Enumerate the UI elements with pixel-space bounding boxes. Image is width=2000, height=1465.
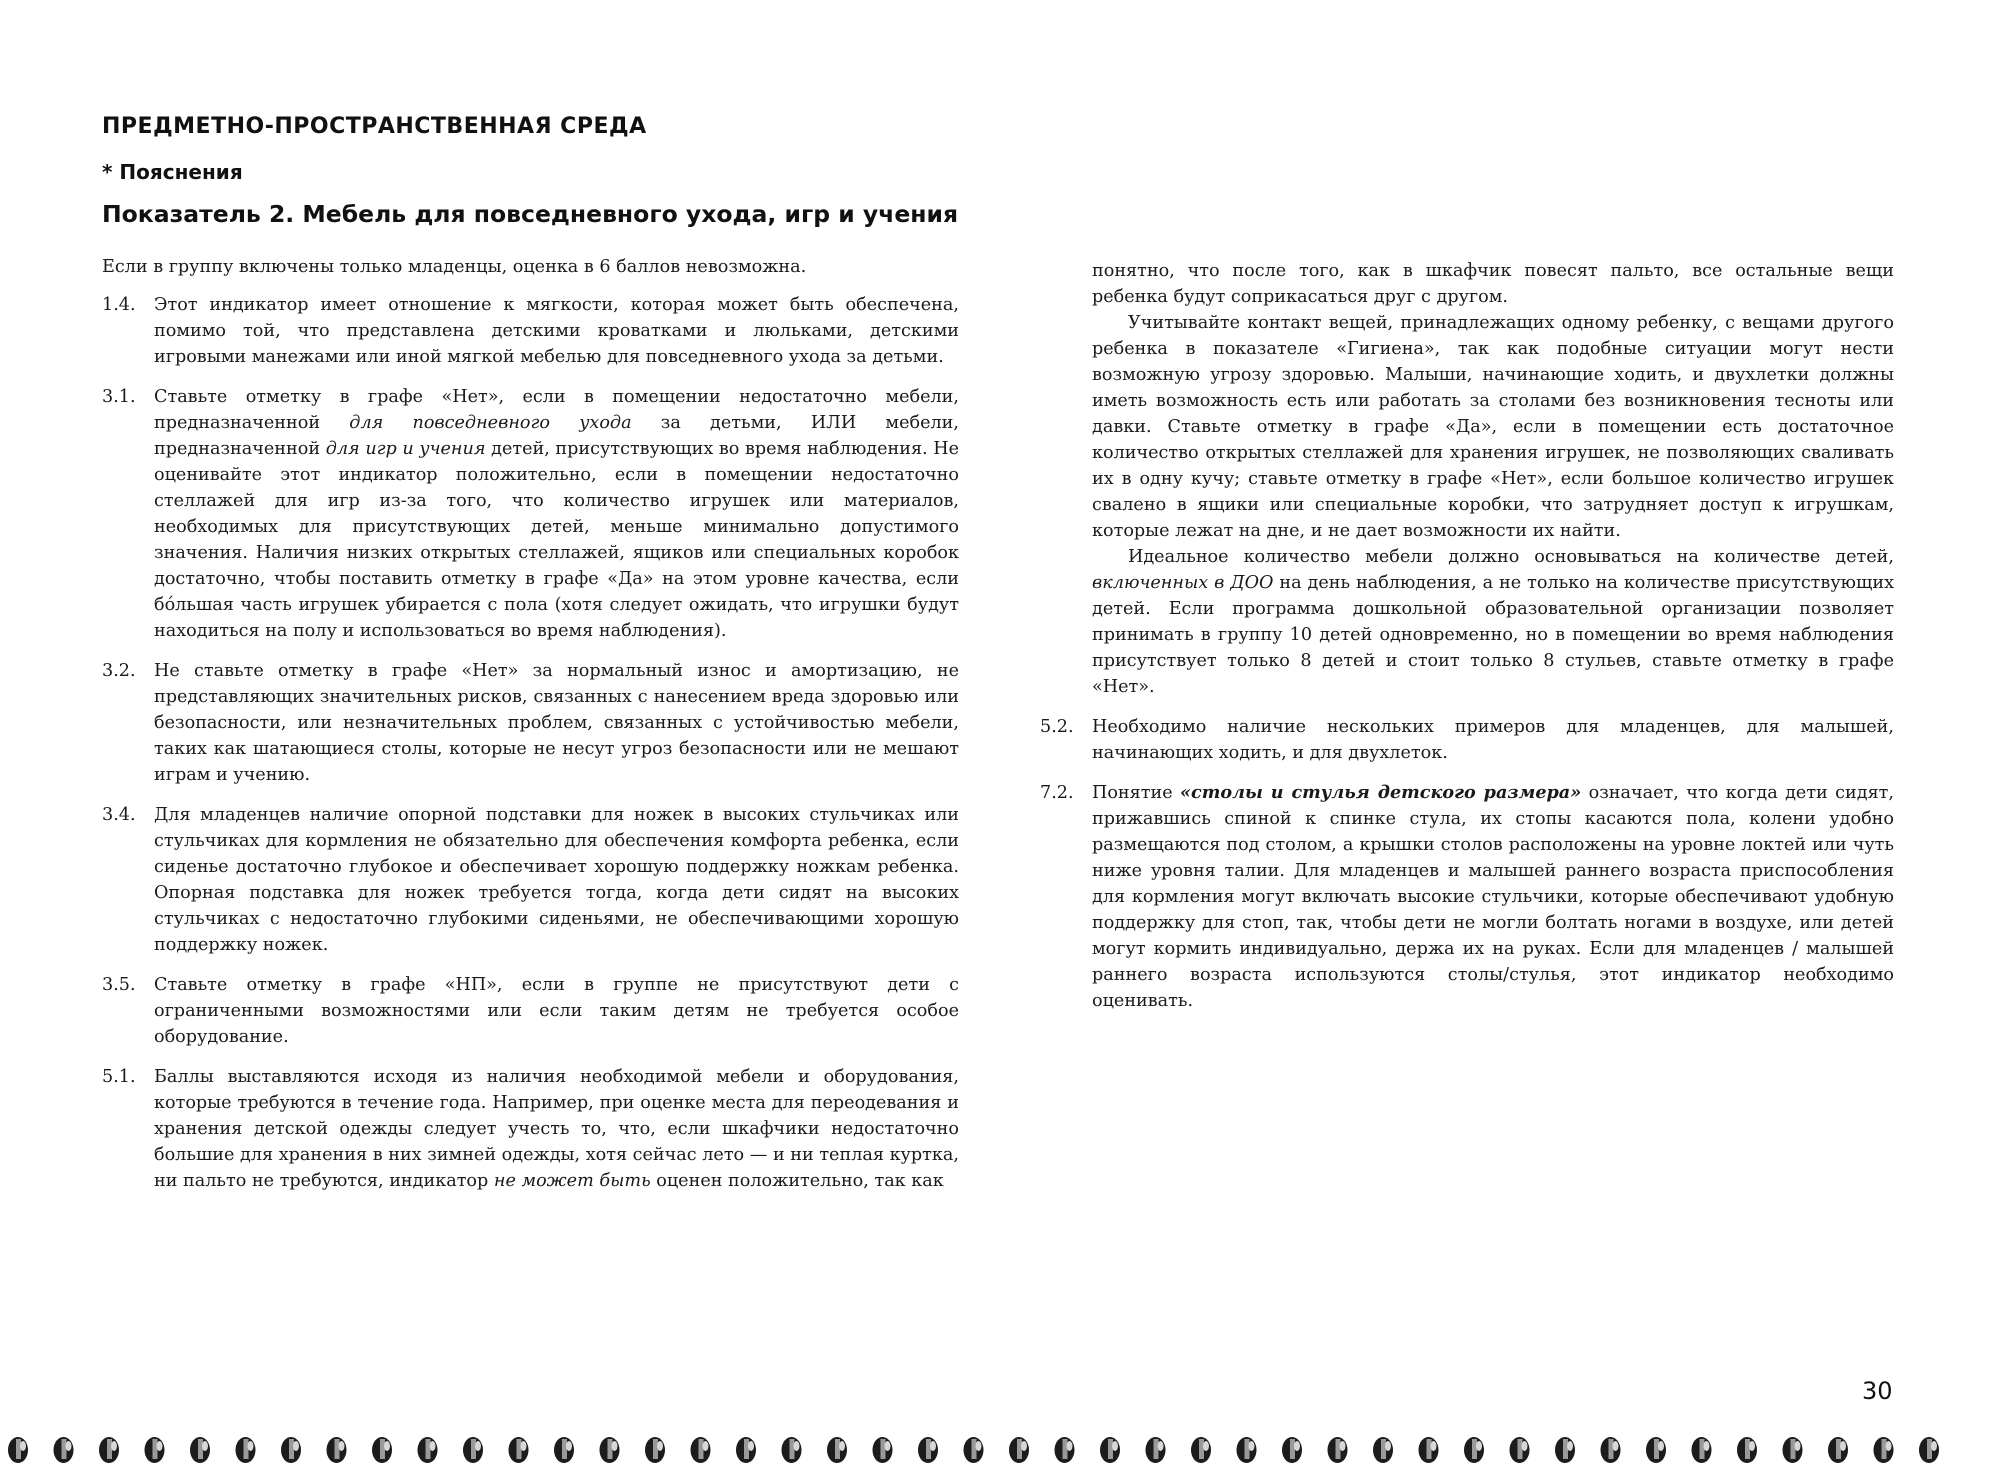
binding-ring (1828, 1437, 1848, 1463)
note-text: Ставьте отметку в графе «НП», если в группе не присутствуют дети с ограниченными возможностями или если таким детям не требуется особое оборудование. (154, 975, 959, 1047)
note-number: 1.4. (102, 295, 136, 315)
note-number: 7.2. (1040, 783, 1074, 803)
intro-paragraph: Если в группу включены только младенцы, оценка в 6 баллов невозможна. (102, 257, 807, 277)
binding-ring (418, 1437, 438, 1463)
spiral-binding (0, 1435, 2000, 1465)
note-5-1-continuation (1092, 258, 1894, 700)
binding-ring (918, 1437, 938, 1463)
note-text-part: Понятие (1092, 783, 1181, 803)
note-emphasis: для повседневного ухода (349, 413, 632, 433)
note-item-3-1 (102, 384, 959, 644)
binding-ring (782, 1437, 802, 1463)
note-item-1-4 (102, 292, 959, 370)
page-number: 30 (1862, 1377, 1893, 1405)
binding-ring (281, 1437, 301, 1463)
binding-ring (1510, 1437, 1530, 1463)
binding-ring (964, 1437, 984, 1463)
note-text-part: Ставьте отметку в графе «Нет», если в помещении недостаточно мебели, предназначенной (154, 387, 959, 433)
left-column (102, 254, 959, 1208)
section-title: ПРЕДМЕТНО-ПРОСТРАНСТВЕННАЯ СРЕДА (102, 114, 647, 139)
note-text: Не ставьте отметку в графе «Нет» за нормальный износ и амортизацию, не представляющих значительных рисков, связанных с нанесением вреда здоровью или безопасности, или незначительных проблем, связанных с устойчивостью мебели, таких как шатающиеся столы, которые не несут угроз безопасности или не мешают играм и учению. (154, 661, 959, 785)
note-bold-emphasis: «столы и стулья детского размера» (1180, 782, 1582, 803)
note-item-5-1 (102, 1064, 959, 1194)
note-emphasis: для игр и учения (325, 439, 486, 459)
paragraph-part: на день наблюдения, а не только на количестве присутствующих детей. Если программа дошкольной образовательной организации позволяет принимать в группу 10 детей одновременно, но в помещении во время наблюдения присутствует только 8 детей и стоит только 8 стульев, ставьте отметку в графе «Нет». (1092, 573, 1894, 697)
note-emphasis: не может быть (493, 1171, 651, 1191)
right-column (1040, 258, 1894, 1028)
binding-ring (691, 1437, 711, 1463)
note-text: Необходимо наличие нескольких примеров для младенцев, для малышей, начинающих ходить, и для двухлеток. (1092, 717, 1894, 763)
binding-ring (1783, 1437, 1803, 1463)
binding-ring (99, 1437, 119, 1463)
paragraph-emphasis: включенных в ДОО (1092, 573, 1274, 593)
note-text (1092, 780, 1894, 1014)
binding-ring (1237, 1437, 1257, 1463)
binding-ring (190, 1437, 210, 1463)
binding-ring (1146, 1437, 1166, 1463)
binding-ring (1419, 1437, 1439, 1463)
binding-ring (1191, 1437, 1211, 1463)
note-number: 3.1. (102, 387, 136, 407)
binding-ring (600, 1437, 620, 1463)
binding-ring (736, 1437, 756, 1463)
binding-ring (645, 1437, 665, 1463)
note-item-3-4 (102, 802, 959, 958)
binding-ring (1874, 1437, 1894, 1463)
note-item-3-2 (102, 658, 959, 788)
binding-ring (1919, 1437, 1939, 1463)
note-number: 5.2. (1040, 717, 1074, 737)
binding-ring (1373, 1437, 1393, 1463)
note-text-part: оценен положительно, так как (650, 1171, 944, 1191)
binding-ring (1282, 1437, 1302, 1463)
binding-ring (1100, 1437, 1120, 1463)
binding-ring (1009, 1437, 1029, 1463)
note-text: Этот индикатор имеет отношение к мягкости, которая может быть обеспечена, помимо той, что представлена детскими кроватками и люльками, детскими игровыми манежами или иной мягкой мебелью для повседневного ухода за детьми. (154, 295, 959, 367)
note-text-part: Баллы выставляются исходя из наличия необходимой мебели и оборудования, которые требуются в течение года. Например, при оценке места для переодевания и хранения детской одежды следует учесть то, что, если шкафчики недостаточно большие для хранения в них зимней одежды, хотя сейчас лето — и ни теплая куртка, ни пальто не требуются, индикатор (154, 1067, 959, 1191)
binding-ring (327, 1437, 347, 1463)
binding-ring (236, 1437, 256, 1463)
continuation-paragraph: понятно, что после того, как в шкафчик повесят пальто, все остальные вещи ребенка будут соприкасаться друг с другом. (1092, 261, 1894, 307)
binding-ring (1601, 1437, 1621, 1463)
binding-ring (1328, 1437, 1348, 1463)
note-number: 3.2. (102, 661, 136, 681)
binding-ring (1646, 1437, 1666, 1463)
binding-ring (827, 1437, 847, 1463)
note-text-part: за детьми, ИЛИ мебели, предназначенной (154, 413, 959, 459)
note-number: 3.5. (102, 975, 136, 995)
binding-ring (1055, 1437, 1075, 1463)
paragraph-part: Идеальное количество мебели должно основываться на количестве детей, (1128, 547, 1894, 567)
note-text (154, 384, 959, 644)
note-item-7-2 (1040, 780, 1894, 1014)
note-number: 3.4. (102, 805, 136, 825)
indicator-title: Показатель 2. Мебель для повседневного ухода, игр и учения (102, 200, 959, 228)
ideal-quantity-paragraph (1092, 544, 1894, 700)
binding-ring (509, 1437, 529, 1463)
binding-ring (8, 1437, 28, 1463)
hygiene-paragraph: Учитывайте контакт вещей, принадлежащих одному ребенку, с вещами другого ребенка в показателе «Гигиена», так как подобные ситуации могут нести возможную угрозу здоровью. Малыши, начинающие ходить, и двухлетки должны иметь возможность есть или работать за столами без возникновения тесноты или давки. Ставьте отметку в графе «Да», если в помещении есть достаточное количество открытых стеллажей для хранения игрушек, не позволяющих сваливать их в одну кучу; ставьте отметку в графе «Нет», если большое количество игрушек свалено в ящики или специальные коробки, что затрудняет доступ к игрушкам, которые лежат на дне, и не дает возможности их найти. (1092, 313, 1894, 541)
note-number: 5.1. (102, 1067, 136, 1087)
binding-ring (873, 1437, 893, 1463)
binding-ring (463, 1437, 483, 1463)
binding-ring (554, 1437, 574, 1463)
note-item-5-2 (1040, 714, 1894, 766)
binding-ring (1692, 1437, 1712, 1463)
note-text: Для младенцев наличие опорной подставки для ножек в высоких стульчиках или стульчиках для кормления не обязательно для обеспечения комфорта ребенка, если сиденье достаточно глубокое и обеспечивает хорошую поддержку ножкам ребенка. Опорная подставка для ножек требуется тогда, когда дети сидят на высоких стульчиках с недостаточно глубокими сиденьями, не обеспечивающими хорошую поддержку ножек. (154, 805, 959, 955)
note-text-part: детей, присутствующих во время наблюдения. Не оценивайте этот индикатор положительно, если в помещении недостаточно стеллажей для игр из-за того, что количество игрушек или материалов, необходимых для присутствующих детей, меньше минимально допустимого значения. Наличия низких открытых стеллажей, ящиков или специальных коробок достаточно, чтобы поставить отметку в графе «Да» на этом уровне качества, если бо́льшая часть игрушек убирается с пола (хотя следует ожидать, что игрушки будут находиться на полу и использоваться во время наблюдения). (154, 439, 960, 641)
binding-ring (54, 1437, 74, 1463)
explanations-heading: * Пояснения (102, 160, 243, 184)
note-text (154, 1064, 959, 1194)
note-text-part: означает, что когда дети сидят, прижавшись спиной к спинке стула, их стопы касаются пола, колени удобно размещаются под столом, а крышки столов расположены на уровне локтей или чуть ниже уровня талии. Для младенцев и малышей раннего возраста приспособления для кормления могут включать высокие стульчики, которые обеспечивают удобную поддержку для стоп, так, чтобы дети не могли болтать ногами в воздухе, или детей могут кормить индивидуально, держа их на руках. Если для младенцев / малышей раннего возраста используются столы/стулья, этот индикатор необходимо оценивать. (1092, 783, 1895, 1011)
note-item-3-5 (102, 972, 959, 1050)
binding-ring (1555, 1437, 1575, 1463)
binding-ring (145, 1437, 165, 1463)
binding-ring (372, 1437, 392, 1463)
binding-ring (1737, 1437, 1757, 1463)
binding-ring (1464, 1437, 1484, 1463)
